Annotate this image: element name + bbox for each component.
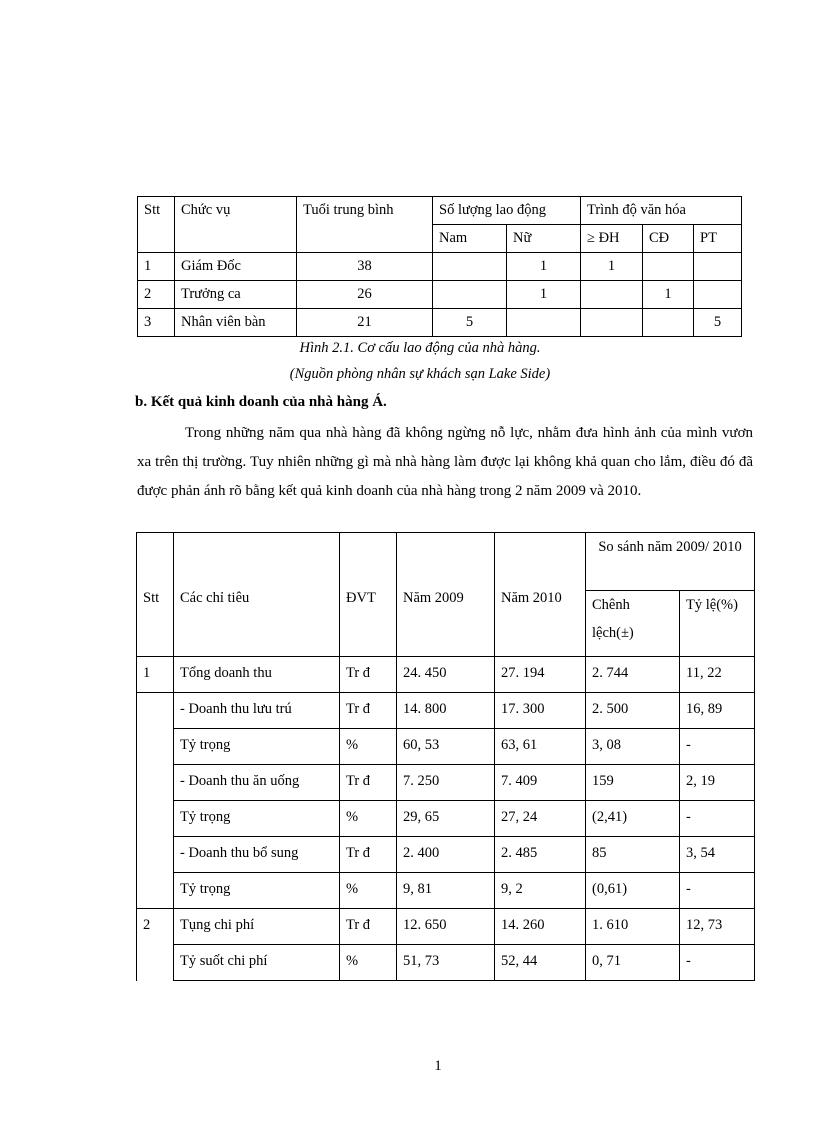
cell-stt bbox=[137, 729, 174, 765]
cell-indicator: Tỷ trọng bbox=[174, 873, 340, 909]
cell-indicator: Tỷ suốt chi phí bbox=[174, 945, 340, 981]
cell-indicator: Tỷ trọng bbox=[174, 729, 340, 765]
cell-stt: 1 bbox=[137, 657, 174, 693]
cell-position: Nhân viên bàn bbox=[175, 309, 297, 337]
table-row bbox=[137, 729, 755, 765]
table-row bbox=[137, 909, 755, 945]
cell-2010: 27, 24 bbox=[495, 801, 586, 837]
cell-2009: 60, 53 bbox=[397, 729, 495, 765]
cell-college bbox=[643, 309, 694, 337]
figure-source: (Nguồn phòng nhân sự khách sạn Lake Side) bbox=[289, 366, 551, 382]
cell-unit: Tr đ bbox=[340, 657, 397, 693]
cell-male bbox=[433, 281, 507, 309]
cell-diff: 159 bbox=[586, 765, 680, 801]
cell-2009: 12. 650 bbox=[397, 909, 495, 945]
cell-unit: % bbox=[340, 801, 397, 837]
header-male: Nam bbox=[433, 225, 507, 253]
cell-unit: Tr đ bbox=[340, 693, 397, 729]
cell-stt bbox=[137, 873, 174, 909]
figure-caption: Hình 2.1. Cơ cấu lao động của nhà hàng. bbox=[299, 340, 541, 356]
cell-diff: 0, 71 bbox=[586, 945, 680, 981]
cell-indicator: - Doanh thu lưu trú bbox=[174, 693, 340, 729]
cell-university: 1 bbox=[581, 253, 643, 281]
cell-ratio: - bbox=[680, 729, 755, 765]
cell-highschool bbox=[694, 281, 742, 309]
table-row bbox=[137, 693, 755, 729]
cell-stt bbox=[137, 765, 174, 801]
table-row bbox=[137, 945, 755, 981]
cell-ratio: 12, 73 bbox=[680, 909, 755, 945]
header-unit: ĐVT bbox=[340, 533, 397, 657]
cell-university bbox=[581, 309, 643, 337]
cell-female: 1 bbox=[507, 253, 581, 281]
cell-2009: 29, 65 bbox=[397, 801, 495, 837]
cell-diff: 85 bbox=[586, 837, 680, 873]
table-row bbox=[137, 801, 755, 837]
cell-stt: 3 bbox=[138, 309, 175, 337]
cell-position: Giám Đốc bbox=[175, 253, 297, 281]
header-labor-count: Số lượng lao động bbox=[433, 197, 581, 225]
table-row bbox=[137, 837, 755, 873]
cell-ratio: - bbox=[680, 873, 755, 909]
header-year-2009: Năm 2009 bbox=[397, 533, 495, 657]
business-results-table bbox=[136, 532, 755, 981]
header-compare: So sánh năm 2009/ 2010 bbox=[586, 533, 755, 591]
cell-2010: 2. 485 bbox=[495, 837, 586, 873]
cell-female bbox=[507, 309, 581, 337]
cell-stt: 1 bbox=[138, 253, 175, 281]
cell-2009: 14. 800 bbox=[397, 693, 495, 729]
cell-ratio: 16, 89 bbox=[680, 693, 755, 729]
cell-indicator: - Doanh thu ăn uống bbox=[174, 765, 340, 801]
cell-stt bbox=[137, 801, 174, 837]
header-college: CĐ bbox=[643, 225, 694, 253]
cell-ratio: 2, 19 bbox=[680, 765, 755, 801]
cell-2010: 52, 44 bbox=[495, 945, 586, 981]
cell-indicator: Tổng doanh thu bbox=[174, 657, 340, 693]
cell-college bbox=[643, 253, 694, 281]
cell-indicator: - Doanh thu bổ sung bbox=[174, 837, 340, 873]
cell-diff: (0,61) bbox=[586, 873, 680, 909]
cell-stt bbox=[137, 837, 174, 873]
header-ratio: Tỷ lệ(%) bbox=[680, 591, 755, 657]
cell-2010: 27. 194 bbox=[495, 657, 586, 693]
cell-2010: 9, 2 bbox=[495, 873, 586, 909]
cell-ratio: 3, 54 bbox=[680, 837, 755, 873]
cell-ratio: - bbox=[680, 945, 755, 981]
table-row bbox=[137, 765, 755, 801]
cell-highschool bbox=[694, 253, 742, 281]
cell-indicator: Tụng chi phí bbox=[174, 909, 340, 945]
header-stt: Stt bbox=[138, 197, 175, 253]
cell-stt bbox=[137, 693, 174, 729]
body-paragraph: Trong những năm qua nhà hàng đã không ngừng nỗ lực, nhằm đưa hình ảnh của mình vươn xa trên thị trường. Tuy nhiên những gì mà nhà hàng làm được lại không khả quan cho lắm, điều đó đã được phản ánh rõ bằng kết quả kinh doanh của nhà hàng trong 2 năm 2009 và 2010. bbox=[137, 425, 753, 499]
staff-structure-table bbox=[137, 196, 742, 337]
cell-diff: 1. 610 bbox=[586, 909, 680, 945]
cell-stt bbox=[137, 945, 174, 981]
cell-avg-age: 38 bbox=[297, 253, 433, 281]
cell-2009: 51, 73 bbox=[397, 945, 495, 981]
cell-unit: Tr đ bbox=[340, 837, 397, 873]
cell-male: 5 bbox=[433, 309, 507, 337]
cell-ratio: - bbox=[680, 801, 755, 837]
cell-male bbox=[433, 253, 507, 281]
cell-indicator: Tỷ trọng bbox=[174, 801, 340, 837]
cell-female: 1 bbox=[507, 281, 581, 309]
cell-diff: 2. 500 bbox=[586, 693, 680, 729]
header-diff: Chênh lệch(±) bbox=[586, 591, 680, 657]
page-number: 1 bbox=[434, 1058, 442, 1074]
cell-2010: 17. 300 bbox=[495, 693, 586, 729]
section-heading: b. Kết quả kinh doanh của nhà hàng Á. bbox=[135, 394, 387, 410]
cell-diff: 3, 08 bbox=[586, 729, 680, 765]
table-row bbox=[138, 281, 742, 309]
cell-2010: 7. 409 bbox=[495, 765, 586, 801]
cell-avg-age: 21 bbox=[297, 309, 433, 337]
header-highschool: PT bbox=[694, 225, 742, 253]
table-row bbox=[138, 309, 742, 337]
cell-2009: 7. 250 bbox=[397, 765, 495, 801]
cell-stt: 2 bbox=[138, 281, 175, 309]
cell-2009: 2. 400 bbox=[397, 837, 495, 873]
cell-university bbox=[581, 281, 643, 309]
cell-unit: Tr đ bbox=[340, 909, 397, 945]
header-female: Nữ bbox=[507, 225, 581, 253]
cell-avg-age: 26 bbox=[297, 281, 433, 309]
header-position: Chức vụ bbox=[175, 197, 297, 253]
table-row bbox=[137, 873, 755, 909]
cell-diff: 2. 744 bbox=[586, 657, 680, 693]
cell-2009: 9, 81 bbox=[397, 873, 495, 909]
cell-ratio: 11, 22 bbox=[680, 657, 755, 693]
table-row bbox=[137, 657, 755, 693]
cell-diff: (2,41) bbox=[586, 801, 680, 837]
cell-position: Trưởng ca bbox=[175, 281, 297, 309]
cell-highschool: 5 bbox=[694, 309, 742, 337]
table-row bbox=[138, 253, 742, 281]
cell-unit: % bbox=[340, 873, 397, 909]
header-indicator: Các chỉ tiêu bbox=[174, 533, 340, 657]
cell-college: 1 bbox=[643, 281, 694, 309]
header-avg-age: Tuổi trung bình bbox=[297, 197, 433, 253]
cell-2009: 24. 450 bbox=[397, 657, 495, 693]
header-year-2010: Năm 2010 bbox=[495, 533, 586, 657]
header-stt: Stt bbox=[137, 533, 174, 657]
header-university: ≥ ĐH bbox=[581, 225, 643, 253]
cell-unit: % bbox=[340, 729, 397, 765]
cell-2010: 63, 61 bbox=[495, 729, 586, 765]
header-education: Trình độ văn hóa bbox=[581, 197, 742, 225]
cell-unit: Tr đ bbox=[340, 765, 397, 801]
cell-2010: 14. 260 bbox=[495, 909, 586, 945]
cell-stt: 2 bbox=[137, 909, 174, 945]
cell-unit: % bbox=[340, 945, 397, 981]
